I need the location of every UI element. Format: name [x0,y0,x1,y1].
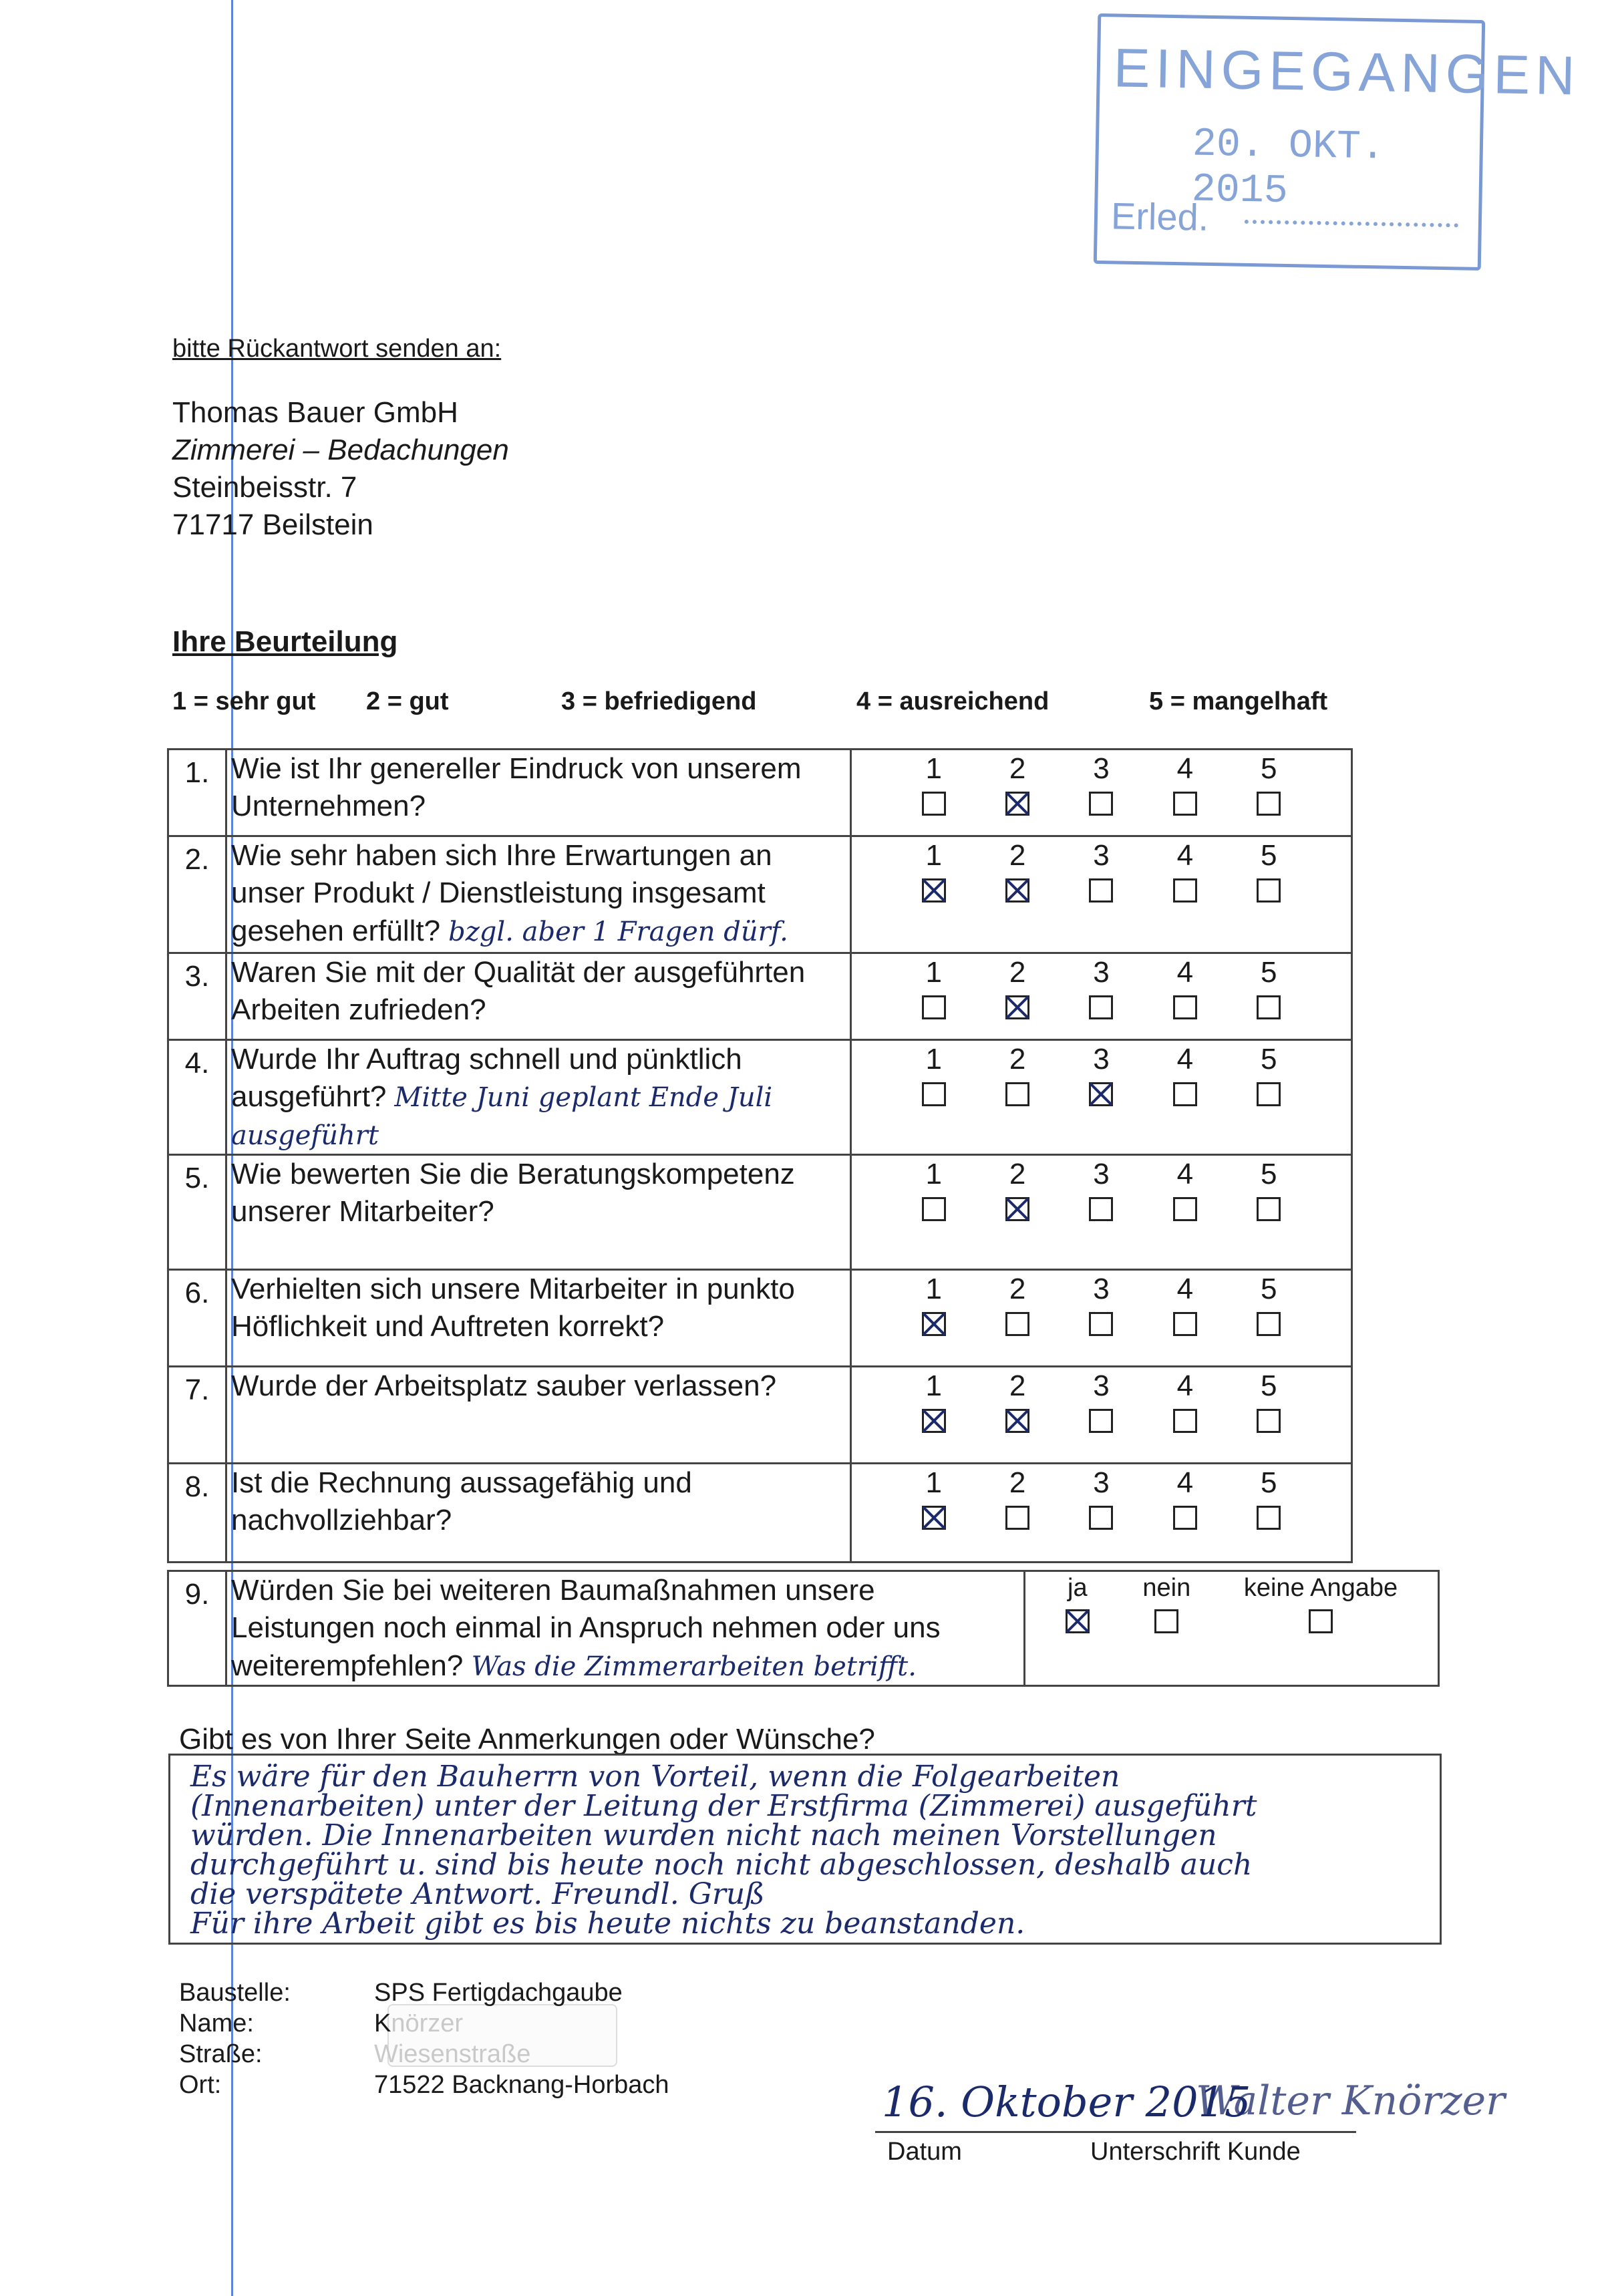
rating-option[interactable] [1081,1273,1121,1336]
rating-option[interactable] [997,1043,1037,1106]
received-stamp [1094,13,1581,271]
rating-checkbox[interactable] [1173,1312,1197,1336]
question-row [168,750,1352,836]
rating-checkbox[interactable] [1089,1082,1113,1106]
rating-checkbox[interactable] [1005,1409,1029,1433]
rating-option[interactable] [1249,1370,1289,1433]
rating-option-label: 3 [1093,1043,1110,1076]
company-street: Steinbeisstr. 7 [172,471,357,504]
rating-checkbox[interactable] [1089,792,1113,816]
q9-checkbox[interactable] [1066,1609,1090,1633]
remark-line: würden. Die Innenarbeiten wurden nicht nach meinen Vorstellungen [190,1818,1217,1852]
rating-option[interactable] [1249,753,1289,816]
rating-option-label: 2 [1009,956,1026,989]
company-city: 71717 Beilstein [172,508,373,541]
rating-option[interactable] [1165,1370,1205,1433]
rating-option[interactable] [1081,840,1121,903]
q9-note: Was die Zimmerarbeiten betrifft. [471,1651,917,1682]
question-row [168,1463,1352,1562]
rating-options-cell [851,1154,1352,1269]
remark-line: die verspätete Antwort. Freundl. Gruß [190,1877,765,1911]
rating-option-label: 1 [925,839,942,872]
remark-line: durchgeführt u. sind bis heute noch nicht abgeschlossen, deshalb auch [190,1848,1253,1882]
rating-option[interactable] [1249,1158,1289,1221]
question-text: Wie ist Ihr genereller Eindruck von unserem Unternehmen? [231,752,802,823]
company-subtitle: Zimmerei – Bedachungen [172,434,509,466]
q9-options-cell [1025,1571,1439,1686]
site-value: SPS Fertigdachgaube [374,1979,623,2007]
rating-option-label: 1 [925,752,942,785]
rating-option[interactable] [997,840,1037,903]
rating-option[interactable] [997,957,1037,1019]
question-number: 6. [168,1269,226,1366]
rating-options-cell [851,836,1352,953]
stamp-erled: Erled. [1110,194,1209,238]
rating-option[interactable] [1249,957,1289,1019]
rating-option[interactable] [997,753,1037,816]
rating-checkbox[interactable] [1173,1409,1197,1433]
q9-option-label: ja [1068,1574,1088,1602]
questions-table [167,748,1353,1563]
rating-checkbox[interactable] [1005,1312,1029,1336]
rating-checkbox[interactable] [1089,1409,1113,1433]
question-number: 8. [168,1463,226,1562]
question-text-cell [226,1366,851,1463]
rating-checkbox[interactable] [1257,1409,1281,1433]
question-text: Ist die Rechnung aussagefähig und nachvollziehbar? [231,1466,692,1537]
scale-1: 1 = sehr gut [172,687,316,715]
rating-option-label: 2 [1009,1369,1026,1402]
rating-checkbox[interactable] [1257,1506,1281,1530]
question-text-cell [226,1269,851,1366]
remarks-box [168,1754,1442,1945]
rating-option[interactable] [1165,1158,1205,1221]
rating-option[interactable] [1165,840,1205,903]
rating-option-label: 5 [1261,752,1277,785]
rating-checkbox[interactable] [1173,878,1197,903]
rating-option[interactable] [914,840,954,903]
remark-line: Es wäre für den Bauherrn von Vorteil, wenn die Folgearbeiten [190,1760,1120,1794]
question-text-cell [226,1463,851,1562]
signature-label: Unterschrift Kunde [1090,2138,1301,2166]
rating-checkbox[interactable] [922,792,946,816]
scale-4: 4 = ausreichend [856,687,1050,715]
rating-option[interactable] [1249,840,1289,903]
rating-options-cell [851,1040,1352,1155]
question-row [168,1154,1352,1269]
rating-checkbox[interactable] [1089,995,1113,1019]
question-text-cell [226,953,851,1040]
remarks-question: Gibt es von Ihrer Seite Anmerkungen oder Wünsche? [179,1723,875,1756]
rating-option-label: 5 [1261,1466,1277,1499]
rating-checkbox[interactable] [1005,878,1029,903]
rating-option[interactable] [914,1043,954,1106]
stamp-dots [1245,220,1458,228]
rating-option-label: 3 [1093,1369,1110,1402]
rating-option-label: 5 [1261,839,1277,872]
rating-option[interactable] [914,1370,954,1433]
label-name: Name: [179,2009,254,2037]
rating-option-label: 4 [1176,1157,1194,1190]
rating-option-label: 4 [1176,839,1194,872]
rating-option-label: 5 [1261,956,1277,989]
rating-option[interactable] [1081,957,1121,1019]
rating-option-label: 1 [925,1466,942,1499]
rating-option[interactable] [1081,753,1121,816]
question-text-cell [226,1154,851,1269]
question-text: Wurde der Arbeitsplatz sauber verlassen? [231,1369,777,1402]
question-row [168,836,1352,953]
label-city: Ort: [179,2071,222,2099]
rating-option[interactable] [914,1467,954,1530]
rating-checkbox[interactable] [1005,1197,1029,1221]
rating-options-cell [851,1463,1352,1562]
question-text-cell [226,836,851,953]
rating-option-label: 5 [1261,1043,1277,1076]
q9-number: 9. [168,1571,226,1686]
rating-option[interactable] [997,1467,1037,1530]
rating-option-label: 5 [1261,1157,1277,1190]
rating-checkbox[interactable] [922,878,946,903]
rating-checkbox[interactable] [1089,1312,1113,1336]
rating-option[interactable] [1165,1467,1205,1530]
rating-checkbox[interactable] [1089,878,1113,903]
rating-option-label: 4 [1176,752,1194,785]
customer-signature: Walter Knörzer [1196,2078,1505,2124]
rating-option-label: 2 [1009,1043,1026,1076]
rating-option-label: 1 [925,1043,942,1076]
question-text: Wurde Ihr Auftrag schnell und pünktlich ausgeführt? [231,1043,742,1114]
rating-checkbox[interactable] [922,995,946,1019]
question-number: 2. [168,836,226,953]
rating-option-label: 4 [1176,1369,1194,1402]
rating-option[interactable] [1165,1043,1205,1106]
rating-option-label: 4 [1176,956,1194,989]
rating-checkbox[interactable] [922,1312,946,1336]
rating-option[interactable] [1165,957,1205,1019]
rating-option[interactable] [1249,1043,1289,1106]
rating-option-label: 2 [1009,1157,1026,1190]
company-name: Thomas Bauer GmbH [172,396,458,429]
rating-checkbox[interactable] [1257,1082,1281,1106]
q9-option[interactable] [1142,1575,1190,1633]
question-text: Verhielten sich unsere Mitarbeiter in punkto Höflichkeit und Auftreten korrekt? [231,1272,795,1343]
rating-option[interactable] [1081,1158,1121,1221]
name-initial: K [374,2009,391,2037]
rating-option[interactable] [1081,1467,1121,1530]
city-value: 71522 Backnang-Horbach [374,2071,669,2099]
rating-option-label: 3 [1093,1272,1110,1305]
q9-text: Würden Sie bei weiteren Baumaßnahmen unsere Leistungen noch einmal in Anspruch nehmen oder uns weiterempfehlen? [231,1574,941,1682]
rating-option[interactable] [997,1158,1037,1221]
q9-text-cell [226,1571,1025,1686]
rating-option-label: 3 [1093,1157,1110,1190]
rating-checkbox[interactable] [1089,1506,1113,1530]
rating-checkbox[interactable] [1005,995,1029,1019]
rating-option-label: 1 [925,1272,942,1305]
question-text: Wie sehr haben sich Ihre Erwartungen an unser Produkt / Dienstleistung insgesamt gesehen erfüllt? [231,839,772,947]
rating-checkbox[interactable] [1005,792,1029,816]
rating-option-label: 1 [925,956,942,989]
rating-option-label: 1 [925,1157,942,1190]
rating-checkbox[interactable] [1257,1197,1281,1221]
q9-option[interactable] [1066,1575,1090,1633]
rating-option[interactable] [914,1158,954,1221]
question-text: Waren Sie mit der Qualität der ausgeführten Arbeiten zufrieden? [231,956,806,1027]
rating-option-label: 2 [1009,752,1026,785]
rating-checkbox[interactable] [1173,1082,1197,1106]
q9-checkbox[interactable] [1154,1609,1178,1633]
rating-option[interactable] [1081,1043,1121,1106]
rating-options-cell [851,1366,1352,1463]
question-number: 4. [168,1040,226,1155]
rating-checkbox[interactable] [922,1409,946,1433]
rating-option[interactable] [1249,1273,1289,1336]
rating-option-label: 2 [1009,839,1026,872]
rating-option[interactable] [914,957,954,1019]
rating-option-label: 1 [925,1369,942,1402]
rating-option[interactable] [1165,1273,1205,1336]
rating-checkbox[interactable] [1257,878,1281,903]
rating-option[interactable] [914,753,954,816]
rating-checkbox[interactable] [1257,1312,1281,1336]
rating-checkbox[interactable] [922,1082,946,1106]
rating-option-label: 3 [1093,752,1110,785]
signature-line [875,2131,1356,2133]
rating-checkbox[interactable] [1257,995,1281,1019]
rating-option[interactable] [1081,1370,1121,1433]
stamp-title: EINGEGANGEN [1113,37,1581,107]
remark-line: (Innenarbeiten) unter der Leitung der Erstfirma (Zimmerei) ausgeführt [190,1789,1257,1823]
rating-option-label: 3 [1093,839,1110,872]
question-number: 3. [168,953,226,1040]
question-number: 5. [168,1154,226,1269]
rating-option-label: 5 [1261,1369,1277,1402]
rating-option-label: 5 [1261,1272,1277,1305]
q9-option[interactable] [1244,1575,1398,1633]
rating-option-label: 2 [1009,1272,1026,1305]
rating-options-cell [851,750,1352,836]
rating-option[interactable] [1165,753,1205,816]
rating-checkbox[interactable] [1173,1506,1197,1530]
question-row [168,1366,1352,1463]
question-text: Wie bewerten Sie die Beratungskompetenz unserer Mitarbeiter? [231,1157,795,1228]
stamp-date: 20. OKT. 2015 [1191,122,1386,214]
date-label: Datum [887,2138,962,2166]
rating-checkbox[interactable] [1173,1197,1197,1221]
question-row [168,1040,1352,1155]
rating-checkbox[interactable] [1257,792,1281,816]
rating-checkbox[interactable] [922,1197,946,1221]
question-number: 1. [168,750,226,836]
rating-option-label: 4 [1176,1466,1194,1499]
scale-5: 5 = mangelhaft [1149,687,1328,715]
q9-checkbox[interactable] [1309,1609,1333,1633]
reply-label: bitte Rückantwort senden an: [172,335,502,363]
rating-checkbox[interactable] [1005,1082,1029,1106]
rating-option-label: 3 [1093,1466,1110,1499]
name-faint: nörzer [391,2009,464,2037]
rating-option[interactable] [997,1273,1037,1336]
label-street: Straße: [179,2040,263,2068]
rating-option[interactable] [1249,1467,1289,1530]
question-number: 7. [168,1366,226,1463]
q9-option-label: keine Angabe [1243,1574,1398,1602]
rating-checkbox[interactable] [1173,995,1197,1019]
rating-option-label: 4 [1176,1272,1194,1305]
question-text-cell [226,1040,851,1155]
assessment-title: Ihre Beurteilung [172,625,398,658]
question-text-cell [226,750,851,836]
rating-option[interactable] [997,1370,1037,1433]
handwritten-note: Mitte Juni geplant Ende Juli ausgeführt [231,1082,773,1151]
name-value [374,2009,463,2038]
rating-checkbox[interactable] [922,1506,946,1530]
street-faint: Wiesenstraße [374,2040,531,2068]
rating-option[interactable] [914,1273,954,1336]
rating-checkbox[interactable] [1173,792,1197,816]
rating-checkbox[interactable] [1005,1506,1029,1530]
rating-options-cell [851,953,1352,1040]
scale-3: 3 = befriedigend [561,687,757,715]
q9-option-label: nein [1142,1574,1191,1602]
rating-option-label: 2 [1009,1466,1026,1499]
scale-2: 2 = gut [366,687,449,715]
handwritten-date: 16. Oktober 2015 [882,2078,1251,2126]
rating-options-cell [851,1269,1352,1366]
label-site: Baustelle: [179,1979,291,2007]
question-9-table [167,1570,1440,1687]
question-row [168,953,1352,1040]
question-row [168,1269,1352,1366]
rating-option-label: 3 [1093,956,1110,989]
handwritten-note: bzgl. aber 1 Fragen dürf. [448,916,788,947]
rating-option-label: 4 [1176,1043,1194,1076]
remark-line: Für ihre Arbeit gibt es bis heute nichts zu beanstanden. [190,1907,1025,1941]
rating-checkbox[interactable] [1089,1197,1113,1221]
